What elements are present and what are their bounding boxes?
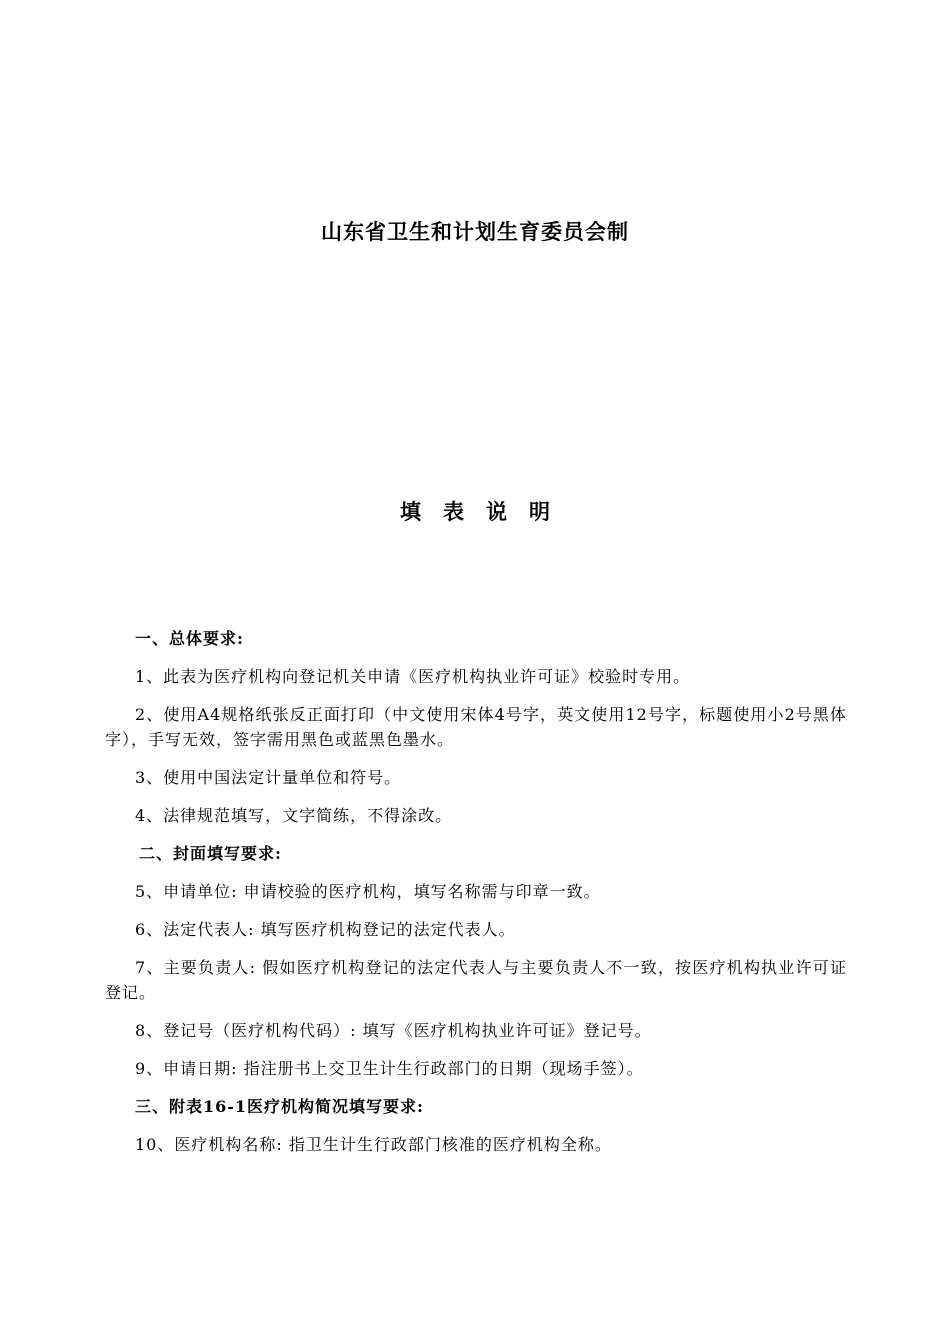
instruction-item: 7、主要负责人: 假如医疗机构登记的法定代表人与主要负责人不一致，按医疗机构执业许可证登记。 <box>105 958 847 1002</box>
section-heading-cover: 二、封面填写要求: <box>139 844 282 863</box>
page-title <box>0 496 950 526</box>
section-heading-general: 一、总体要求: <box>135 629 244 648</box>
section-heading-annex: 三、附表16-1医疗机构简况填写要求: <box>135 1097 424 1116</box>
instruction-item: 3、使用中国法定计量单位和符号。 <box>135 768 402 787</box>
title-char: 表 <box>443 499 464 524</box>
title-char: 明 <box>529 499 550 524</box>
title-char: 说 <box>486 499 507 524</box>
instruction-item: 8、登记号（医疗机构代码）: 填写《医疗机构执业许可证》登记号。 <box>135 1021 652 1040</box>
instruction-item: 4、法律规范填写，文字简练，不得涂改。 <box>135 806 453 825</box>
instruction-item: 9、申请日期: 指注册书上交卫生计生行政部门的日期（现场手签）。 <box>135 1059 644 1078</box>
instruction-item: 10、医疗机构名称: 指卫生计生行政部门核准的医疗机构全称。 <box>135 1135 612 1154</box>
instruction-item: 6、法定代表人: 填写医疗机构登记的法定代表人。 <box>135 920 516 939</box>
issuer-line: 山东省卫生和计划生育委员会制 <box>321 219 629 244</box>
instruction-item: 5、申请单位: 申请校验的医疗机构，填写名称需与印章一致。 <box>135 882 601 901</box>
title-char: 填 <box>400 499 421 524</box>
instruction-item: 1、此表为医疗机构向登记机关申请《医疗机构执业许可证》校验时专用。 <box>135 667 691 686</box>
instructions-body <box>105 626 847 1170</box>
instruction-item: 2、使用A4规格纸张反正面打印（中文使用宋体4号字，英文使用12号字，标题使用小2号黑体字），手写无效，签字需用黑色或蓝黑色墨水。 <box>105 705 847 749</box>
